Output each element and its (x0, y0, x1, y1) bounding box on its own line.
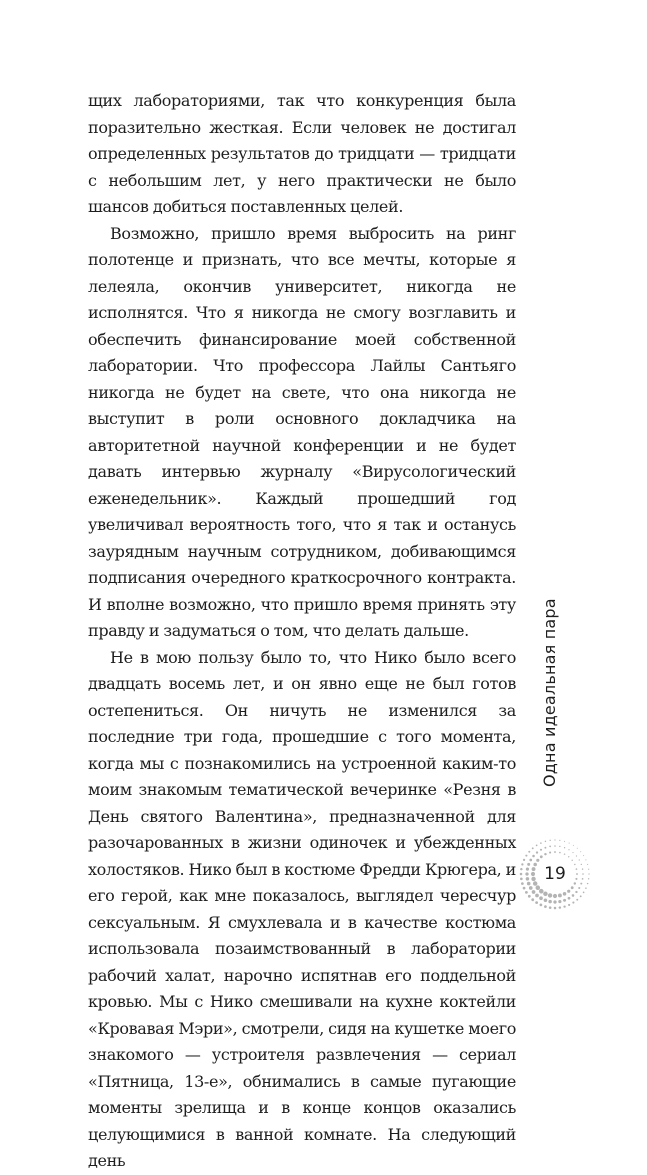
ornament-dot (544, 905, 547, 908)
ornament-dot (535, 894, 539, 898)
ornament-dot (576, 855, 577, 856)
ornament-dot (525, 855, 527, 857)
ornament-dot (563, 899, 566, 902)
ornament-dot (535, 901, 538, 904)
ornament-dot (528, 851, 530, 853)
ornament-dot (529, 859, 532, 862)
ornament-dot (583, 855, 584, 856)
ornament-dot (536, 851, 538, 853)
ornament-dot (554, 851, 556, 853)
ornament-dot (558, 894, 562, 898)
ornament-dot (580, 851, 581, 852)
ornament-dot (558, 900, 561, 903)
ornament-dot (569, 843, 570, 844)
ornament-dot (573, 845, 574, 846)
ornament-dot (571, 860, 572, 861)
ornament-dot (549, 840, 550, 841)
ornament-dot (531, 898, 534, 901)
ornament-dot (540, 842, 542, 844)
ornament-dot (549, 851, 551, 853)
ornament-dot (536, 845, 538, 847)
ornament-dot (523, 859, 525, 861)
ornament-dot (554, 839, 555, 840)
ornament-dot (559, 906, 561, 908)
ornament-dot (568, 897, 571, 900)
ornament-dot (567, 890, 570, 893)
ornament-dot (564, 853, 565, 854)
ornament-dot (536, 885, 541, 890)
ornament-dot (544, 853, 546, 855)
ornament-dot (539, 896, 543, 900)
paragraph-3: Не в мою пользу было то, что Нико было всего двадцать восемь лет, и он явно еще не был готов остепениться. Он ничуть не изменился за последние три года, прошедшие с того момента, когда мы с познакомились на устроенной каким-то моим знакомым тематической вечеринке «Резня в День святого Валентина», предназначенной для разочарованных в жизни одиночек и убежденных холостяков. Нико был в костюме Фредди Крюгера, и его герой, как мне показалось, выглядел чересчур сексуальным. Я смухлевала и в качестве костюма использовала позаимствованный в лаборатории рабочий халат, нарочно испятнав его поддельной кровью. Мы с Нико смешивали на кухне коктейли «Кровавая Мэри», смотрели, сидя на кушетке моего знакомого — устроителя развлечения — сериал «Пятница, 13-е», обнимались в самые пугающие моменты зрелища и в конце концов оказались целующимися в ванной комнате. На следующий день (88, 647, 517, 1170)
ornament-dot (553, 894, 557, 898)
ornament-dot (545, 841, 546, 842)
ornament-dot (564, 841, 565, 842)
ornament-dot (549, 906, 552, 909)
ornament-dot (536, 859, 539, 862)
paragraph-1: щих лабораториями, так что конкуренция была поразительно жесткая. Если человек не достигал определенных результатов до тридцати — тридцати с небольшим лет, у него практически не было шансов добиться поставленных целей. (88, 91, 516, 216)
ornament-dot (563, 905, 565, 907)
ornament-dot (553, 900, 556, 903)
ornament-dot (572, 902, 574, 904)
ornament-dot (578, 887, 580, 889)
ornament-dot (540, 855, 543, 858)
ornament-dot (577, 848, 578, 849)
ornament-dot (568, 904, 570, 906)
ornament-dot (583, 892, 585, 894)
ornament-dot (564, 847, 565, 848)
ornament-dot (548, 900, 551, 903)
ornament-dot (568, 856, 569, 857)
ornament-dot (572, 894, 575, 897)
page-number: 19 (544, 864, 566, 884)
ornament-dot (548, 893, 552, 897)
ornament-dot (532, 890, 536, 894)
ornament-dot (554, 845, 556, 847)
ornament-dot (549, 846, 551, 848)
ornament-dot (554, 907, 557, 910)
ornament-dot (572, 852, 573, 853)
ornament-dot (543, 892, 548, 897)
ornament-dot (540, 904, 543, 907)
ornament-dot (540, 849, 542, 851)
ornament-dot (575, 891, 577, 893)
ornament-dot (579, 859, 580, 860)
ornament-dot (559, 852, 561, 854)
ornament-dot (559, 846, 560, 847)
ornament-dot (571, 886, 574, 889)
ornament-dot (528, 895, 531, 898)
paragraph-2: Возможно, пришло время выбросить на ринг полотенце и признать, что все мечты, которые я лелеяла, окончив университет, никогда не исполнятся. Что я никогда не смогу возглавить и обеспечить финансирование моей собственной лаборатории. Что профессора Лайлы Сантьяго никогда не будет на свете, что она никогда не выступит в роли основного докладчика на авторитетной научной конференции и не будет давать интервью журналу «Вирусологический еженедельник». Каждый прошедший год увеличивал вероятность того, что я так и останусь заурядным научным сотрудником, добивающимся подписания очередного краткосрочного контракта. И вполне возможно, что пришло время принять эту правду и задуматься о том, что делать дальше. (88, 223, 516, 640)
ornament-dot (525, 891, 528, 894)
ornament-dot (559, 840, 560, 841)
ornament-dot (532, 855, 535, 858)
ornament-dot (523, 887, 526, 890)
ornament-dot (563, 892, 567, 896)
ornament-dot (580, 895, 582, 897)
ornament-dot (576, 899, 578, 901)
ornament-dot (544, 847, 546, 849)
body-text (88, 88, 516, 1175)
page-number-badge (515, 835, 595, 915)
running-head (530, 598, 570, 787)
running-head-title: Одна идеальная пара (540, 598, 559, 787)
ornament-dot (529, 886, 533, 890)
ornament-dot (585, 887, 587, 889)
ornament-dot (532, 847, 534, 849)
ornament-dot (568, 849, 569, 850)
ornament-dot (544, 899, 548, 903)
ornament-dot (539, 889, 544, 894)
ornament-dot (585, 859, 586, 860)
